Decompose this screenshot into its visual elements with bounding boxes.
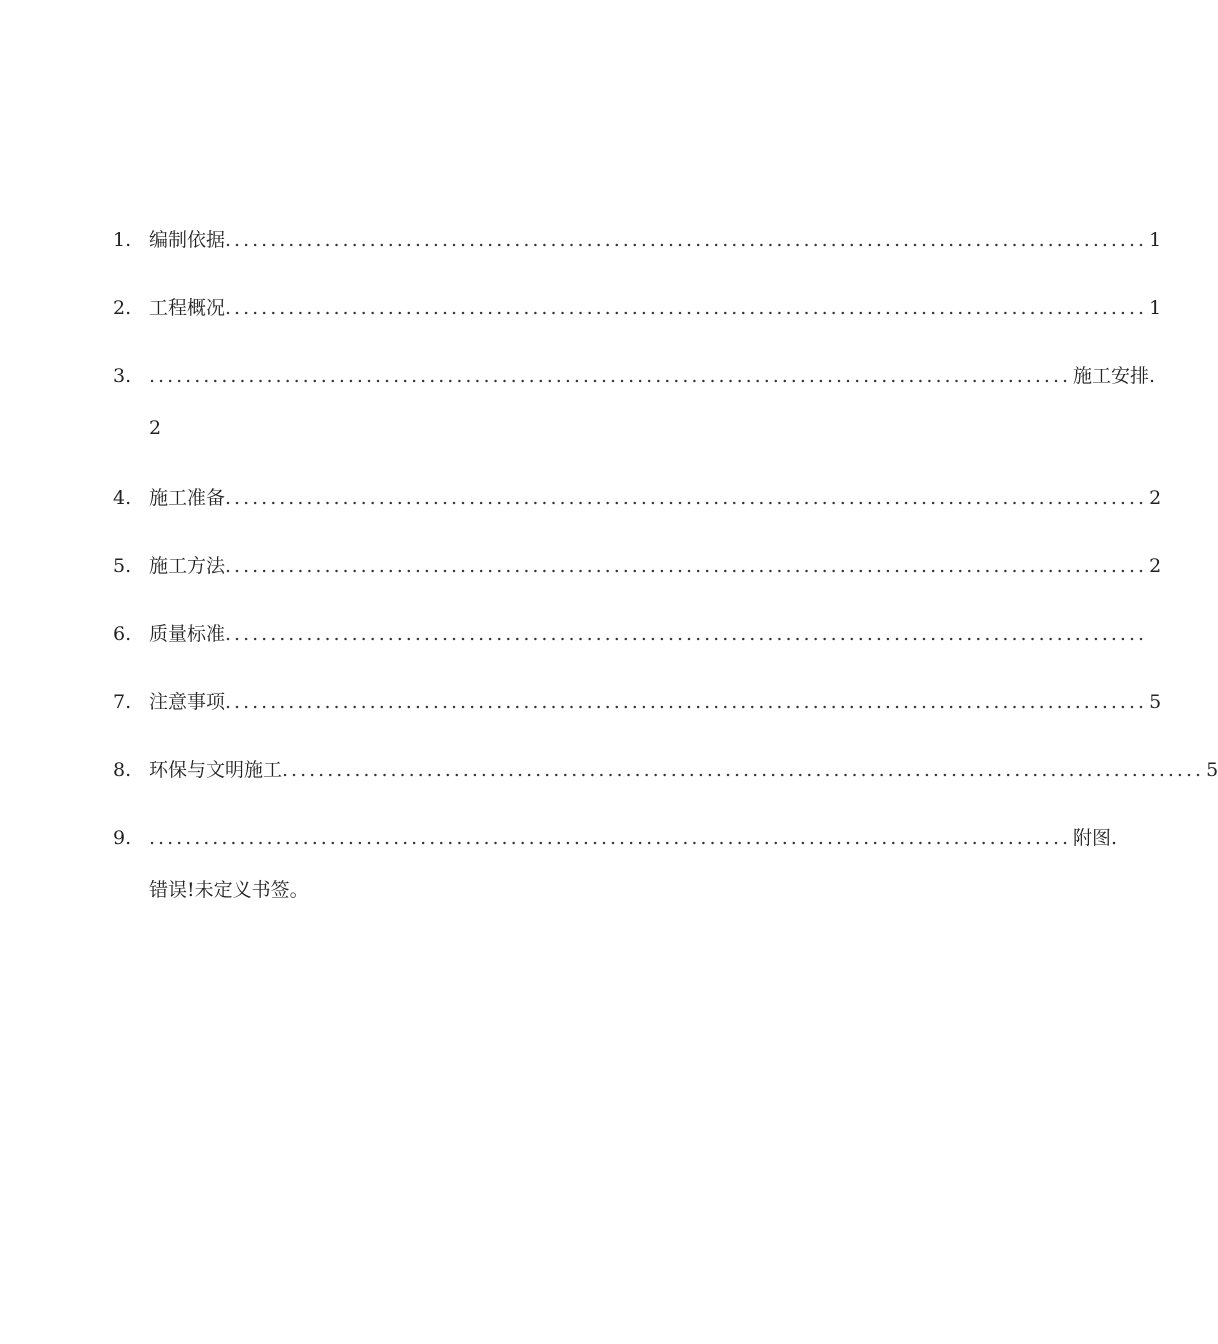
toc-dot-leader: ......................................................................................................: [225, 555, 1148, 577]
toc-page-number: 施工安排.: [1073, 365, 1156, 387]
toc-entry-number: 5.: [113, 555, 132, 577]
toc-entry-number: 6.: [113, 623, 132, 645]
toc-entry-number: 1.: [113, 229, 132, 251]
toc-entry-number: 9.: [113, 827, 132, 849]
toc-entry-1[interactable]: [113, 225, 1162, 255]
toc-entry-9-continuation: 错误!未定义书签。: [149, 879, 309, 901]
toc-entry-5[interactable]: [113, 551, 1162, 581]
toc-dot-leader: ......................................................................................................: [225, 487, 1148, 509]
toc-entry-7[interactable]: [113, 687, 1162, 717]
toc-dot-leader: ......................................................................................................: [225, 691, 1148, 713]
toc-entry-4[interactable]: [113, 483, 1162, 513]
toc-entry-number: 7.: [113, 691, 132, 713]
toc-entry-number: 3.: [113, 365, 132, 387]
toc-entry-6[interactable]: [113, 619, 1148, 649]
toc-entry-8[interactable]: [113, 755, 1218, 785]
toc-entry-title: 环保与文明施工: [149, 759, 283, 781]
toc-dot-leader: ......................................................................................................: [225, 297, 1148, 319]
toc-entry-number: 4.: [113, 487, 132, 509]
toc-entry-title: 编制依据: [149, 229, 226, 251]
toc-page-number: 5: [1206, 759, 1218, 781]
toc-entry-3[interactable]: [113, 361, 1156, 391]
toc-entry-3-continuation: 2: [149, 417, 162, 439]
toc-dot-leader: ......................................................................................................: [282, 759, 1205, 781]
toc-page-number: 2: [1149, 555, 1162, 577]
toc-dot-leader: ......................................................................................................: [225, 623, 1148, 645]
toc-entry-title: 施工方法: [149, 555, 226, 577]
toc-page-number: 1: [1149, 229, 1162, 251]
toc-dot-leader: ......................................................................................................: [149, 827, 1072, 849]
toc-entry-title: 施工准备: [149, 487, 226, 509]
toc-page-number: 1: [1149, 297, 1162, 319]
toc-dot-leader: ......................................................................................................: [225, 229, 1148, 251]
toc-entry-title: 质量标准: [149, 623, 226, 645]
toc-entry-title: 工程概况: [149, 297, 226, 319]
toc-dot-leader: ......................................................................................................: [149, 365, 1072, 387]
toc-entry-2[interactable]: [113, 293, 1162, 323]
toc-page-number: 5: [1149, 691, 1162, 713]
toc-entry-number: 2.: [113, 297, 132, 319]
toc-entry-title: 注意事项: [149, 691, 226, 713]
toc-entry-number: 8.: [113, 759, 132, 781]
toc-page-number: 2: [1149, 487, 1162, 509]
toc-entry-9[interactable]: [113, 823, 1118, 853]
toc-page-number: 附图.: [1073, 827, 1118, 849]
